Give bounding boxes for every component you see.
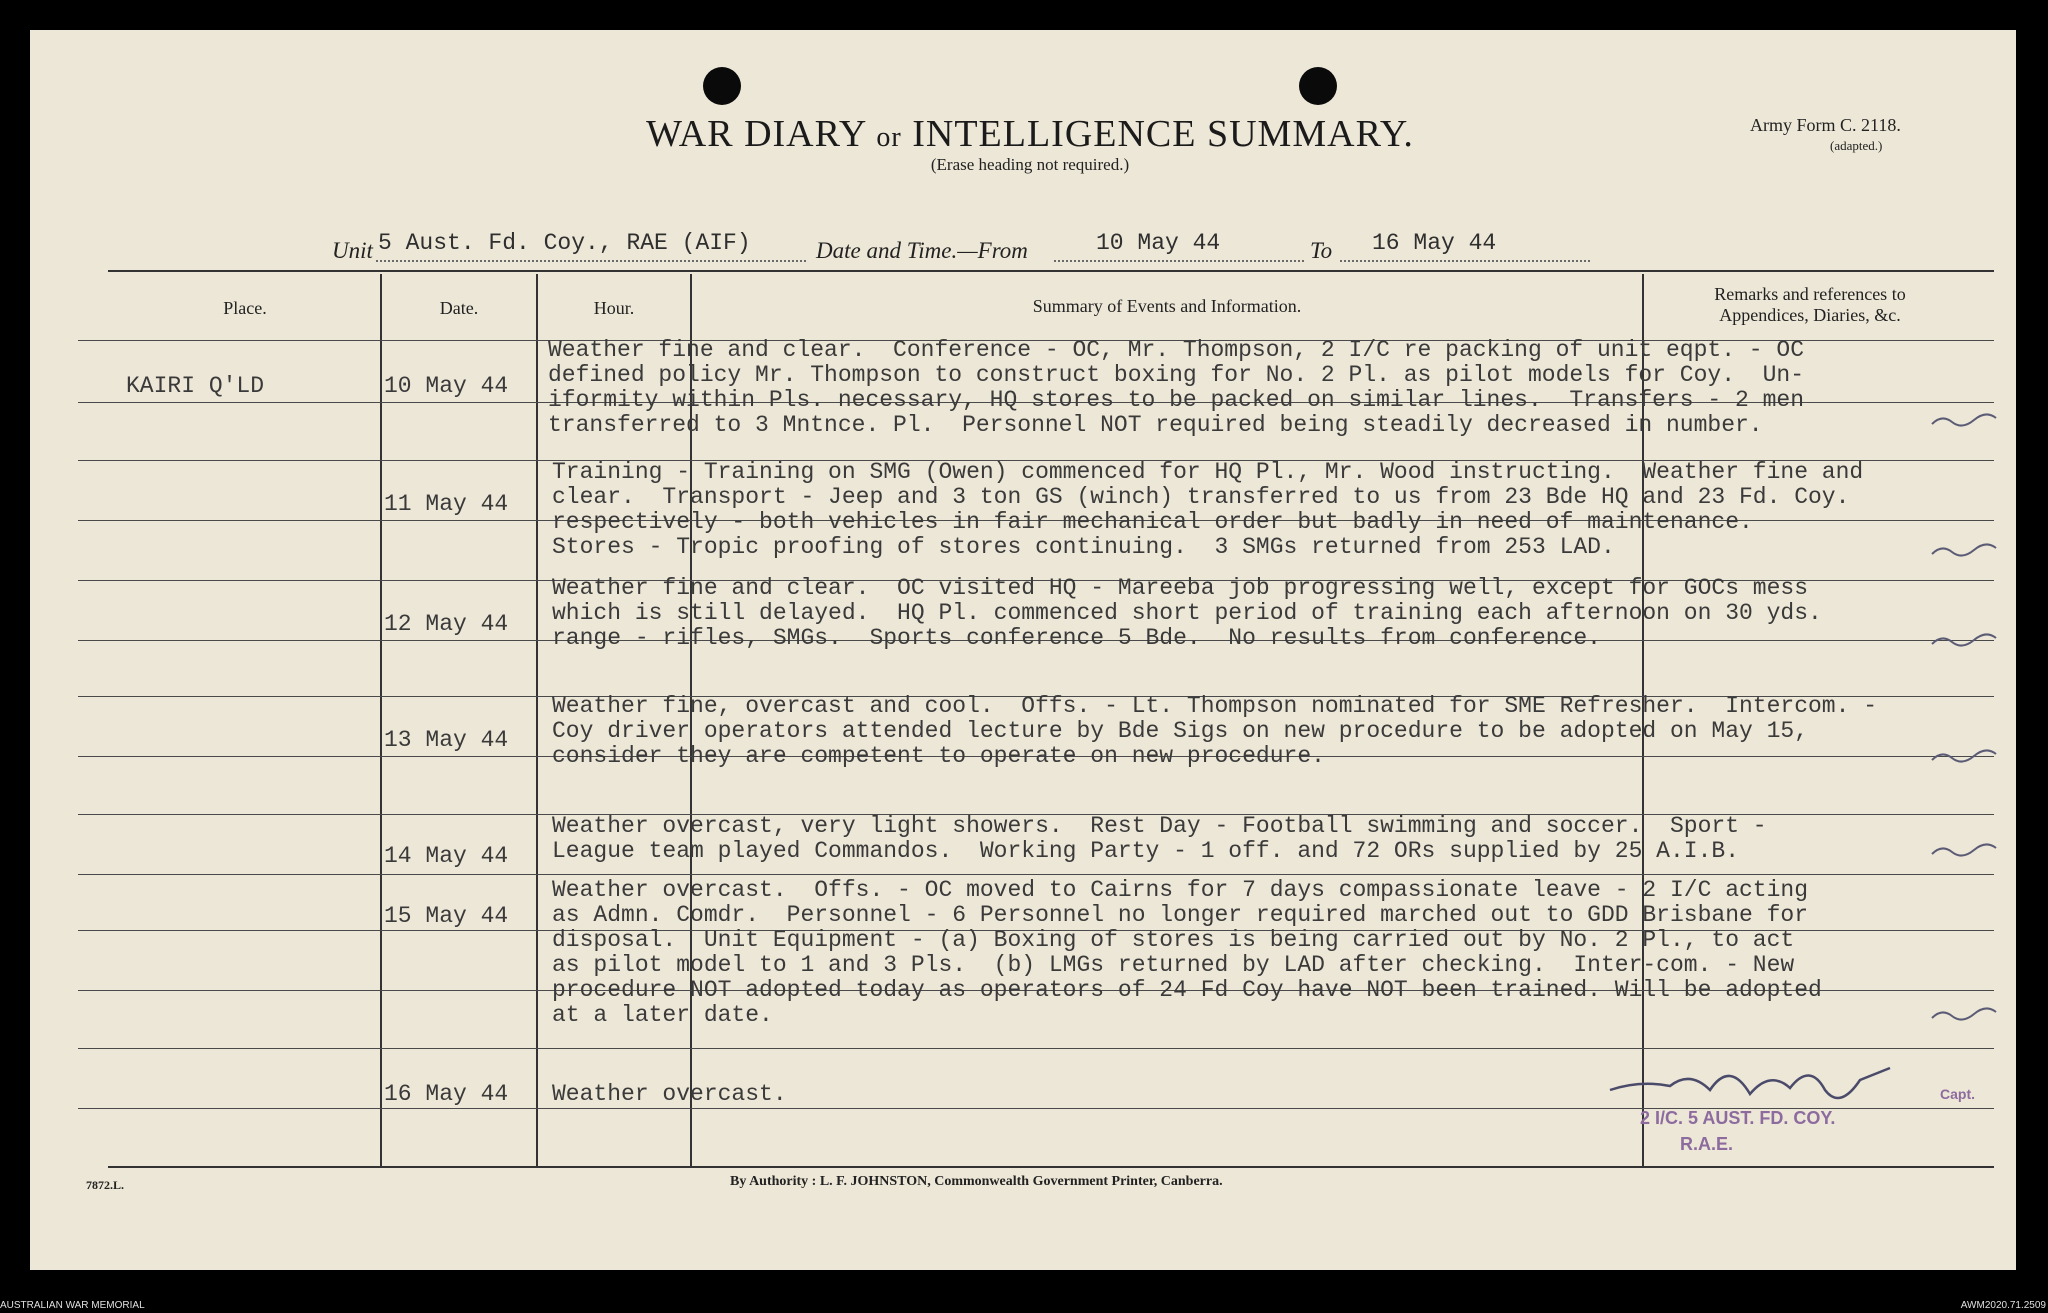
initials-mark [1930,1004,2000,1024]
entry-date: 16 May 44 [384,1081,509,1107]
to-label: To [1310,238,1333,263]
date-time-label: Date and Time.—From [816,238,1028,263]
initials-mark [1930,746,2000,766]
entry-date: 13 May 44 [384,727,509,753]
to-date: 16 May 44 [1372,230,1497,256]
col-header-remarks: Remarks and references to Appendices, Diaries, &c. [1714,284,1906,325]
army-form-adapted: (adapted.) [1830,138,1883,153]
army-form-number: Army Form C. 2118. [1750,115,1901,135]
entry-summary: Weather overcast. Offs. - OC moved to Cairns for 7 days compassionate leave - 2 I/C acting as Admn. Comdr. Personnel - 6 Personnel no longer required marched out to GDD Brisbane for disposal. Unit Equipment - (a) Boxing of stores is being carried out by No. 2 Pl., to act as pilot model to 1 and 3 Pls. (b) LMGs returned by LAD after checking. Inter-com. - New procedure NOT adopted today as operators of 24 Fd Coy have NOT been trained. Will be adopted at a later date. [552,877,1822,1028]
entry-date: 11 May 44 [384,491,509,517]
entry-summary: Training - Training on SMG (Owen) commenced for HQ Pl., Mr. Wood instructing. Weather fine and clear. Transport - Jeep and 3 ton GS (winch) transferred to us from 23 Bde HQ and 23 Fd. Coy. respectively - both vehicles in fair mechanical order but badly in need of maintenance. Stores - Tropic proofing of stores continuing. 3 SMGs returned from 253 LAD. [552,459,1864,560]
entry-date: 14 May 44 [384,843,509,869]
printer-authority: By Authority : L. F. JOHNSTON, Commonwealth Government Printer, Canberra. [730,1174,1223,1189]
initials-mark [1930,840,2000,860]
entry-date: 10 May 44 [384,373,509,399]
col-header-place: Place. [223,298,267,318]
archive-id: AWM2020.71.2509 [1960,1300,2046,1311]
unit-label: Unit [332,238,373,263]
initials-mark [1930,630,2000,650]
subtitle: (Erase heading not required.) [930,155,1130,174]
col-header-hour: Hour. [593,298,635,318]
entry-summary: Weather fine and clear. Conference - OC, Mr. Thompson, 2 I/C re packing of unit eqpt. - OC defined policy Mr. Thompson to construct boxing for No. 2 Pl. as pilot models for Coy. Un- iformity within Pls. necessary, HQ stores to be packed on similar lines. Transfers - 2 men transferred to 3 Mntnce. Pl. Personnel NOT required being steadily decreased in number. [548,337,1805,438]
col-header-date: Date. [439,298,479,318]
unit-stamp-rae: R.A.E. [1680,1134,1734,1154]
from-date: 10 May 44 [1096,230,1221,256]
unit-stamp: 2 I/C. 5 AUST. FD. COY. [1640,1108,1836,1128]
entry-summary: Weather fine, overcast and cool. Offs. - Lt. Thompson nominated for SME Refresher. Intercom. - Coy driver operators attended lecture by Bde Sigs on new procedure to be adopted on May 15, consider they are competent to operate on new procedure. [552,693,1878,769]
entry-date: 15 May 44 [384,903,509,929]
col-header-summary: Summary of Events and Information. [1032,296,1302,316]
page-title: WAR DIARY or INTELLIGENCE SUMMARY. [646,113,1414,155]
initials-mark [1930,540,2000,560]
entry-date: 12 May 44 [384,611,509,637]
archive-caption: AUSTRALIAN WAR MEMORIAL [0,1300,145,1311]
form-number: 7872.L. [86,1178,125,1192]
initials-mark [1930,410,2000,430]
entry-summary: Weather fine and clear. OC visited HQ - Mareeba job progressing well, except for GOCs mess which is still delayed. HQ Pl. commenced short period of training each afternoon on 30 yds. range - rifles, SMGs. Sports conference 5 Bde. No results from conference. [552,575,1822,651]
punch-hole [703,67,741,105]
entry-place: KAIRI Q'LD [126,373,265,399]
punch-hole [1299,67,1337,105]
signature-rank: Capt. [1940,1086,1975,1102]
entry-summary: Weather overcast. [552,1081,787,1107]
unit-value: 5 Aust. Fd. Coy., RAE (AIF) [378,230,751,256]
entry-summary: Weather overcast, very light showers. Rest Day - Football swimming and soccer. Sport - League team played Commandos. Working Party - 1 off. and 72 ORs supplied by 25 A.I.B. [552,813,1767,864]
